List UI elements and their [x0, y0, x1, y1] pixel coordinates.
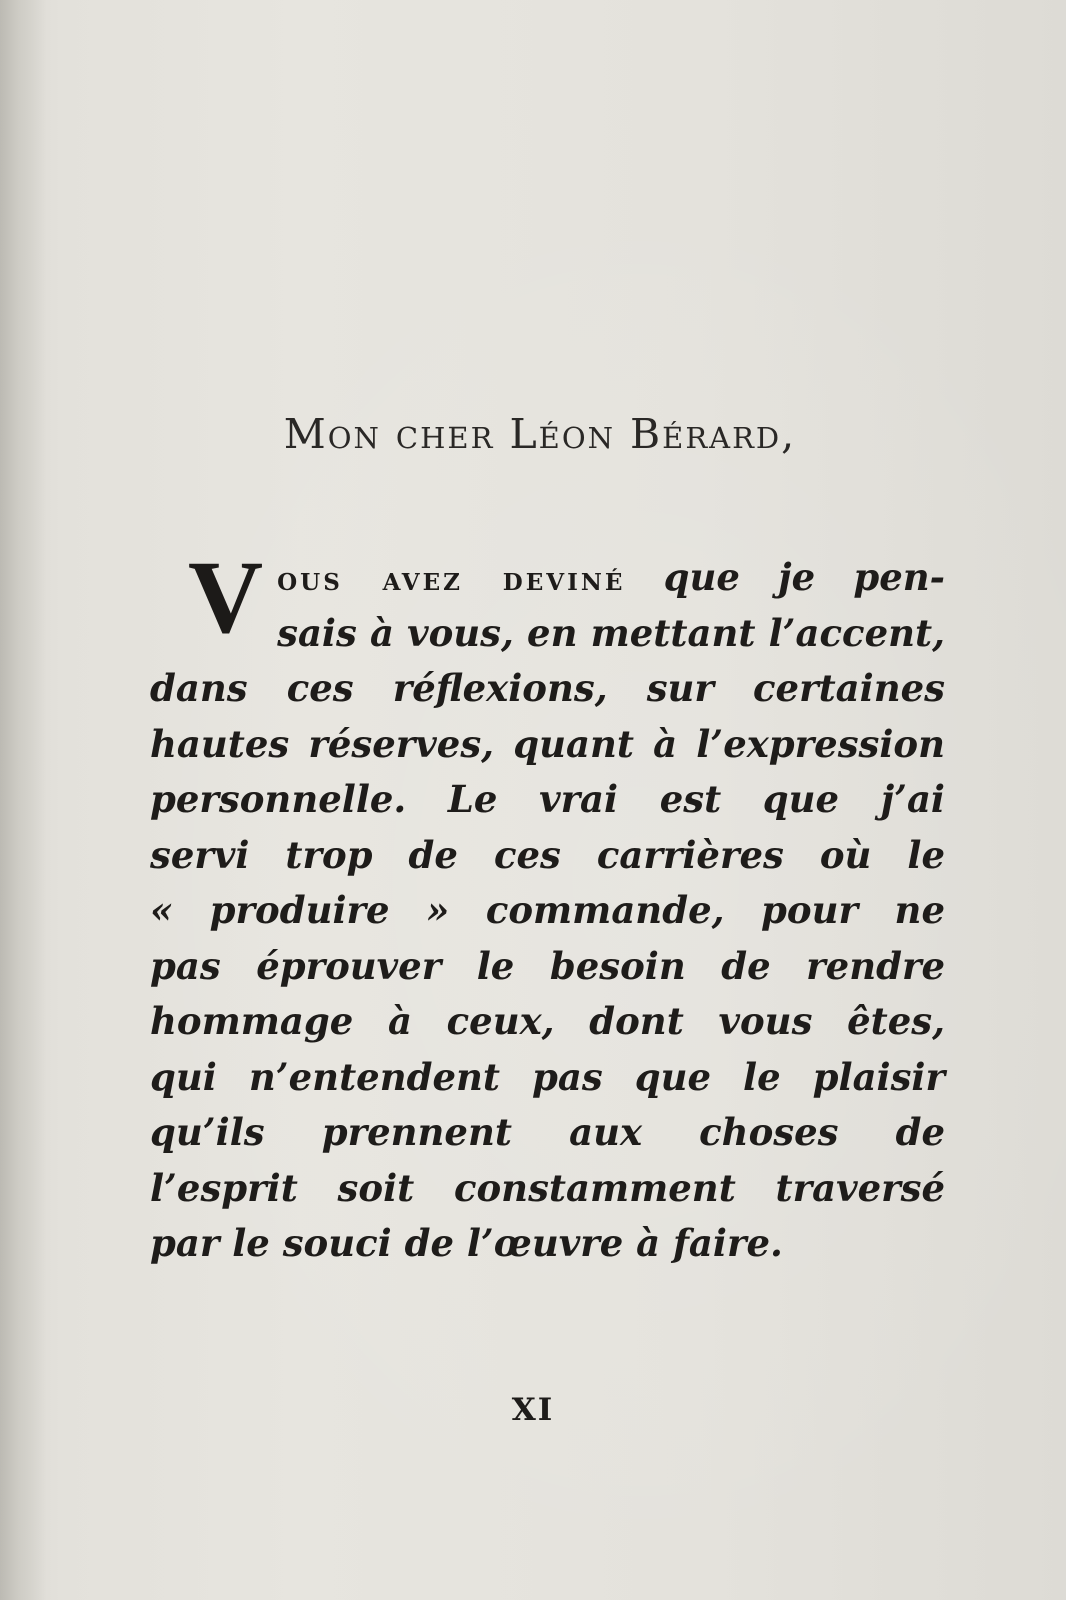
- body-line: personnelle. Le vrai est que j’ai: [150, 777, 945, 821]
- body-line: pas éprouver le besoin de rendre: [150, 943, 945, 988]
- body-line-2: sais à vous, en mettant l’accent,: [277, 610, 945, 655]
- body-line: qui n’entendent pas que le plaisir: [150, 1054, 945, 1099]
- indented-lines: [277, 550, 945, 661]
- opening-italic: que je pen-: [663, 555, 945, 599]
- salutation-heading: Mon cher Léon Bérard,: [283, 410, 797, 458]
- drop-cap: V: [188, 540, 264, 655]
- page-gutter-shadow: [0, 0, 46, 1600]
- body-line: servi trop de ces carrières où le: [150, 832, 945, 877]
- body-line: qu’ils prennent aux choses de: [150, 1110, 945, 1154]
- body-line: hautes réserves, quant à l’expression: [150, 721, 945, 766]
- opening-small-caps: ous avez deviné: [277, 559, 626, 598]
- body-line: l’esprit soit constamment traversé: [150, 1165, 945, 1210]
- body-line-1: [277, 550, 945, 606]
- body-line: « produire » commande, pour ne: [150, 888, 945, 932]
- body-line: hommage à ceux, dont vous êtes,: [150, 999, 945, 1043]
- body-line-last: par le souci de l’œuvre à faire.: [150, 1221, 783, 1265]
- letter-body: [150, 540, 945, 1272]
- body-line: dans ces réflexions, sur certaines: [150, 666, 945, 710]
- page-number: XI: [511, 1392, 555, 1428]
